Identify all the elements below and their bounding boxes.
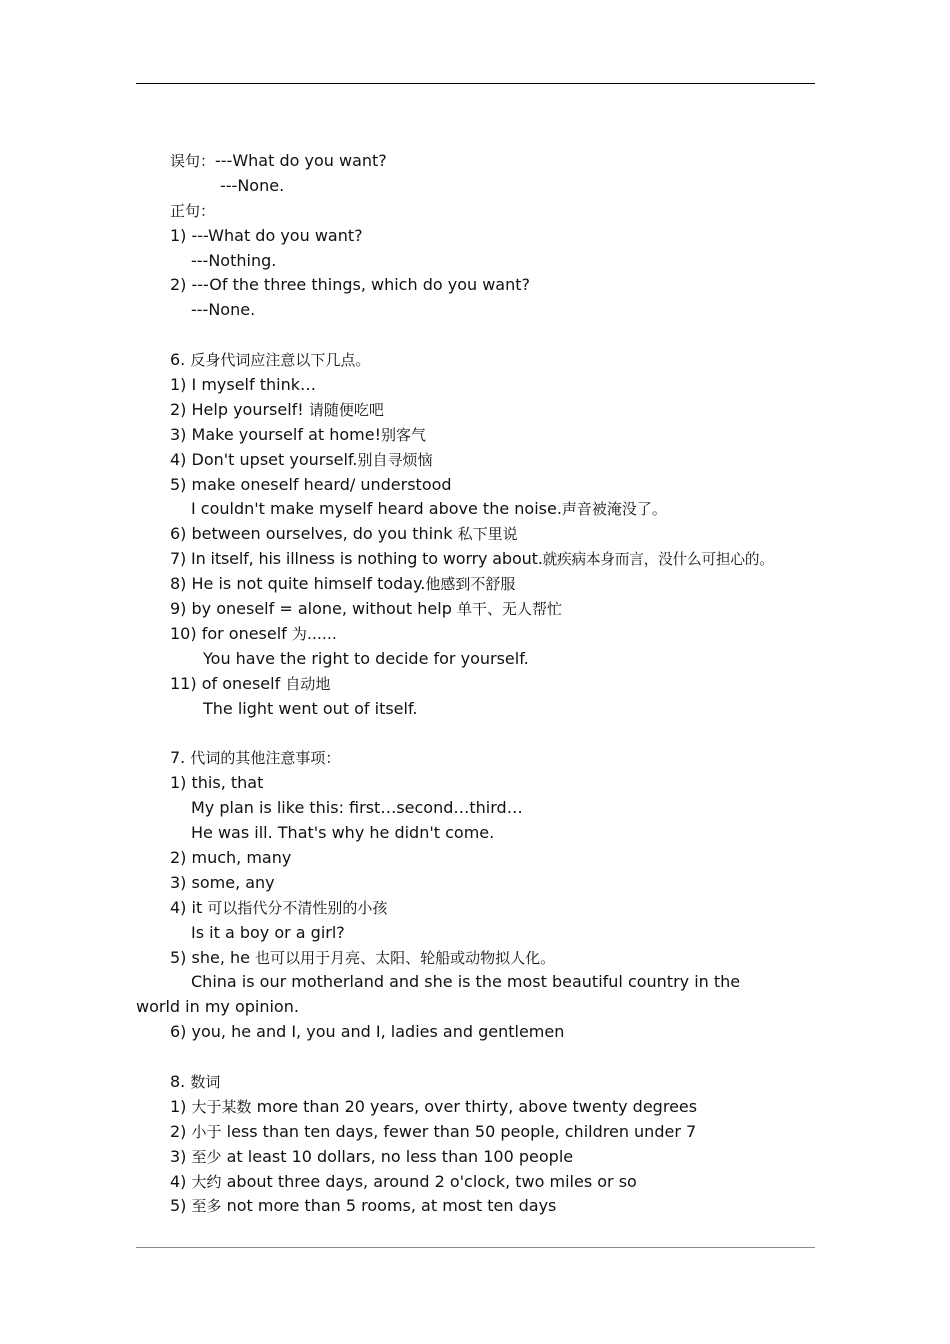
list-item: 2) Help yourself! 请随便吃吧 xyxy=(170,399,384,419)
list-item: 2) much, many xyxy=(170,847,292,867)
list-item: 3) some, any xyxy=(170,872,275,892)
list-item: 5) she, he 也可以用于月亮、太阳、轮船或动物拟人化。 xyxy=(170,947,556,967)
spacer xyxy=(0,1045,950,1070)
correct-label-line: 正句： xyxy=(170,201,216,220)
list-item: 9) by oneself = alone, without help 单干、无人帮忙 xyxy=(170,599,562,619)
list-item: 2) 小于 less than ten days, fewer than 50 people, children under 7 xyxy=(170,1121,697,1141)
list-item: 6) you, he and I, you and I, ladies and gentlemen xyxy=(170,1022,565,1042)
spacer xyxy=(0,721,950,746)
list-item: 5) 至多 not more than 5 rooms, at most ten days xyxy=(170,1196,557,1216)
wrong-sentence-line xyxy=(0,149,950,174)
list-item: 10) for oneself 为…… xyxy=(170,623,337,643)
wrong-answer-line: ---None. xyxy=(220,175,285,195)
example-line: You have the right to decide for yourself. xyxy=(203,648,529,668)
list-item: 1) this, that xyxy=(170,773,264,793)
list-item: 8) He is not quite himself today.他感到不舒服 xyxy=(170,574,516,594)
list-item: 7) In itself, his illness is nothing to worry about.就疾病本身而言，没什么可担心的。 xyxy=(170,549,774,569)
list-item: 11) of oneself 自动地 xyxy=(170,673,331,693)
list-item: 3) Make yourself at home!别客气 xyxy=(170,424,427,444)
list-item: 6) between ourselves, do you think 私下里说 xyxy=(170,524,518,544)
section-8-heading: 8. 数词 xyxy=(170,1071,221,1091)
wrong-question: ---What do you want? xyxy=(215,151,387,170)
list-item: 1) I myself think… xyxy=(170,375,316,395)
wrong-label: 误句： xyxy=(170,152,216,170)
list-item: 4) it 可以指代分不清性别的小孩 xyxy=(170,897,388,917)
example-line: My plan is like this: first…second…third… xyxy=(191,798,523,818)
list-item: 1) 大于某数 more than 20 years, over thirty, above twenty degrees xyxy=(170,1096,698,1116)
correct-item: ---None. xyxy=(191,300,256,320)
list-item: 4) Don't upset yourself.别自寻烦恼 xyxy=(170,449,433,469)
correct-item: 2) ---Of the three things, which do you want? xyxy=(170,275,531,295)
list-item: 5) make oneself heard/ understood xyxy=(170,474,452,494)
document-body xyxy=(0,149,950,1219)
spacer xyxy=(0,323,950,348)
section-6-heading: 6. 反身代词应注意以下几点。 xyxy=(170,350,371,370)
footer-rule xyxy=(136,1247,815,1248)
example-line: China is our motherland and she is the most beautiful country in the xyxy=(191,972,741,992)
list-item: 3) 至少 at least 10 dollars, no less than 100 people xyxy=(170,1146,574,1166)
section-7-heading: 7. 代词的其他注意事项： xyxy=(170,748,341,768)
header-rule xyxy=(136,83,815,84)
example-line: He was ill. That's why he didn't come. xyxy=(191,823,495,843)
example-line: Is it a boy or a girl? xyxy=(191,922,345,942)
correct-item: ---Nothing. xyxy=(191,250,277,270)
example-line: I couldn't make myself heard above the noise.声音被淹没了。 xyxy=(191,499,667,519)
example-line-wrap: world in my opinion. xyxy=(136,997,299,1017)
correct-item: 1) ---What do you want? xyxy=(170,225,363,245)
list-item: 4) 大约 about three days, around 2 o'clock, two miles or so xyxy=(170,1171,637,1191)
example-line: The light went out of itself. xyxy=(203,698,418,718)
